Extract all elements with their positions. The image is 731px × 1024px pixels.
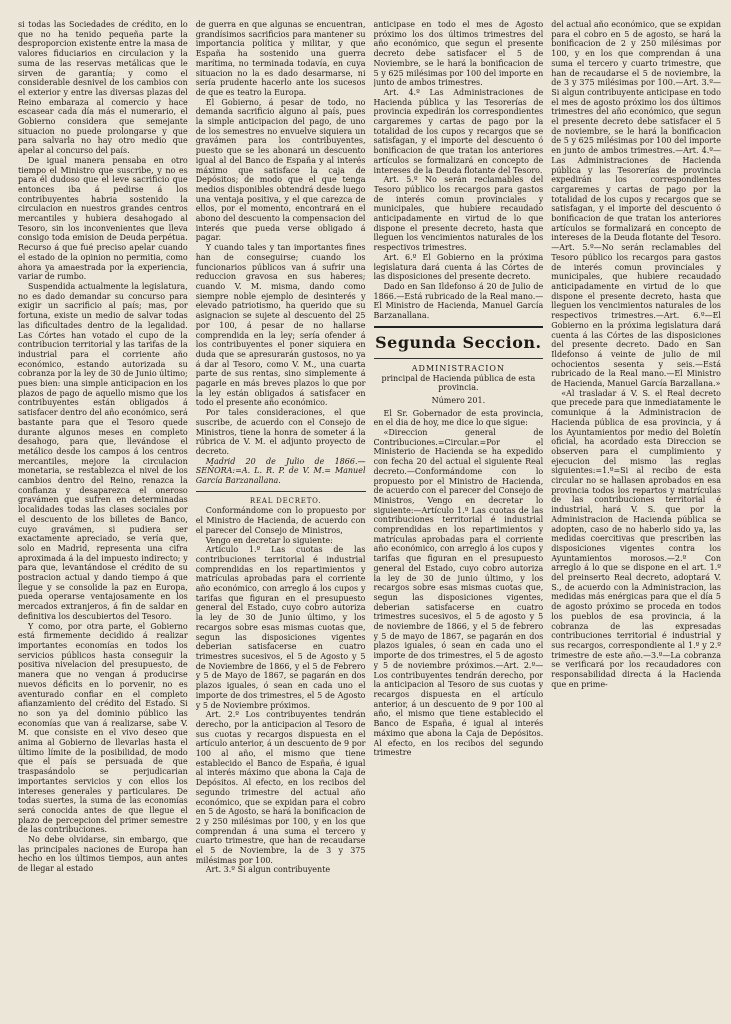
- paragraph: «Al trasladar á V. S. el Real decreto que precede para que inmediatamente le comunique á la Administracion de Hacienda pública de esa provincia, y á los Ayuntamientos por medio del Boletín oficial, ha acordado esta Direccion se observen para el cumplimiento y ejecucion del mismo las reglas siguientes:=1.º=Si al recibo de esta circular no se hallasen aprobados en esa provincia todos los repartos y matrículas de las contribuciones territorial é industrial, hará V. S. que por la Administracion de Hacienda pública se adopten, caso de no haberlo sido ya, las medidas coercitivas que prescriben las disposiciones vigentes contra los Ayuntamientos morosos.—2.º Con arreglo á lo que se dispone en el art. 1.º del preinserto Real decreto, adoptará V. S., de acuerdo con la Administracion, las medidas más enérgicas para que el día 5 de agosto próximo se proceda en todos los pueblos de esa provincia, á la cobranza de las expresadas contribuciones territorial é industrial y sus recargos, correspondiente al 1.º y 2.º trimestre de este año.—3.º—La cobranza se verificará por los recaudadores con responsabilidad directa á la Hacienda que en prime-: [551, 388, 721, 689]
- column-4: [551, 20, 721, 1018]
- paragraph: No debe olvidarse, sin embargo, que las principales naciones de Europa han hecho en los últimos tiempos, aun antes de llegar al estado: [18, 835, 188, 874]
- paragraph: del actual año económico, que se expidan para el cobro en 5 de agosto, se hará la bonificacion de 2 y 250 milésimas por 100, y en los que comprendan á una suma el tercero y cuarto trimestre, que han de recaudarse el 5 de noviembre, la de 3 y 375 milésimas por 100.—Art. 3.º—Si algun contribuyente anticipase en todo el mes de agosto próximo los dos últimos trimestres del año económico, que segun el presente decreto debe satisfacer el 5 de noviembre, se le hará la bonificacion de 5 y 625 milésimas por 100 del importe en junto de ambos trimestres.—Art. 4.º—Las Administraciones de Hacienda pública y las Tesorerías de provincia expedirán los correspondientes cargaremes y cartas de pago por la totalidad de los cupos y recargos que se satisfagan, y el importe del descuento ó bonificacion de que tratan los anteriores artículos se formalizará en concepto de intereses de la Deuda flotante del Tesoro.—Art. 5.º—No serán reclamables del Tesoro público los recargos para gastos de interés comun provinciales y municipales, que hubiere recaudado anticipadamente en virtud de lo que dispone el presente decreto, hasta que lleguen los vencimientos naturales de los respectivos trimestres.—Art. 6.º—El Gobierno en la próxima legislatura dará cuenta á las Córtes de las disposiciones del presente decreto. Dado en San Ildefonso á veinte de julio de mil ochocientos sesenta y seis.—Está rubricado de la Real mano.—El Ministro de Hacienda, Manuel García Barzallana.»: [551, 20, 721, 389]
- column-1: [18, 20, 188, 1018]
- paragraph: Art. 3.º Si algun contribuyente: [205, 865, 331, 875]
- column-3: [374, 20, 544, 1018]
- paragraph: si todas las Sociedades de crédito, en lo que no ha tenido pequeña parte la desproporcion existente entre la masa de valores fiduciarios en circulacion y la suma de las reservas metálicas que le sirven de garantía; y como el considerable desnivel de los cambios con el exterior y entre las diversas plazas del Reino embaraza al comercio y hace escasear cada día más el numerario, el Gobierno considera que semejante situacion no puede prolongarse y que para salvarla no hay otro medio que apelar al concurso del país.: [18, 20, 188, 156]
- paragraph: Por tales consideraciones, el que suscribe, de acuerdo con el Consejo de Ministros, tiene la honra de someter á la rúbrica de V. M. el adjunto proyecto de decreto.: [195, 408, 366, 456]
- paragraph: «Direccion general de Contribuciones.=Circular.=Por el Ministerio de Hacienda se ha expedido con fecha 20 del actual el siguiente Real decreto.—Conformándome con lo propuesto por el Ministro de Hacienda, de acuerdo con el parecer del Consejo de Ministros, Vengo en decretar lo siguiente:—Artículo 1.º Las cuotas de las contribuciones territorial é industrial comprendidas en los repartimientos y matrículas aprobadas para el corriente año económico, con arreglo á los cupos y tarifas que figuran en el presupuesto general del Estado, cuyo cobro autoriza la ley de 30 de junio último, y los recargos sobre esas mismas cuotas que, segun las disposiciones vigentes, deberian satisfacerse en cuatro trimestres sucesivos, el 5 de agosto y 5 de noviembre de 1866, y el 5 de febrero y 5 de mayo de 1867, se pagarán en dos plazos iguales, ó sean en cada uno el importe de dos trimestres, el 5 de agosto y 5 de noviembre próximos.—Art. 2.º—Los contribuyentes tendrán derecho, por la anticipacion al Tesoro de sus cuotas y recargos dispuesta en el artículo anterior, á un descuento de 9 por 100 al año, el mismo que tiene establecido el Banco de España, é igual al interés máximo que abona la Caja de Depósitos. Al efecto, en los recibos del segundo trimestre: [373, 428, 544, 758]
- column-2: [196, 20, 366, 1018]
- paragraph: Suspendida actualmente la legislatura, no es dado demandar su concurso para exigir un sacrificio al país; mas, por fortuna, existe un medio de salvar todas las dificultades dentro de la legalidad. Las Córtes han votado el cupo de la contribucion territorial y las tarifas de la industrial para el corriente año económico, estando autorizada su cobranza por la ley de 30 de Junio último; pues bien: una simple anticipacion en los plazos de pago de aquello mismo que los contribuyentes están obligados á satisfacer dentro del año económico, será bastante para que el Tesoro quede durante algunos meses en completo desahogo, para que, llevándose el metálico desde los campos á los centros mercantiles, mejore la circulacion monetaria, se restablezca el nivel de los cambios dentro del Reino, renazca la confianza y desaparezca el oneroso gravámen que sufren en determinadas localidades todas las clases sociales por el descuento de los billetes de Banco, cuyo gravámen, si pudiera ser exactamente apreciado, se vería que, solo en Madrid, representa una cifra aproximada á la del impuesto indirecto; y para que, levantándose el crédito de su postracion actual y dando tiempo á que llegue y se consolide la paz en Europa, pueda operarse ventajosamente en los mercados extranjeros, á fin de saldar en definitiva los descubiertos del Tesoro.: [18, 281, 188, 621]
- divider: [196, 491, 366, 492]
- paragraph: El Gobierno, á pesar de todo, no demanda sacrificio alguno al país, pues la simple anticipacion del pago, de uno de los semestres no envuelve siquiera un gravámen para los contribuyentes, puesto que se les abonará un descuento igual al del Banco de España y al interés máximo que satisface la caja de Depósitos; de modo que el que tenga medios disponibles obtendrá desde luego una ventaja positiva, y el que carezca de ellos, por el momento, encontrará en el abono del descuento la compensacion del interés que pueda verse obligado á pagar.: [195, 97, 366, 243]
- admin-title: ADMINISTRACION: [411, 363, 505, 373]
- paragraph: Artículo 1.º Las cuotas de las contribuciones territorial é industrial comprendidas en los repartimientos y matrículas aprobadas para el corriente año económico, con arreglo á los cupos y tarifas que figuran en el presupuesto general del Estado, cuyo cobro autoriza la ley de 30 de Junio último, y los recargos sobre esas mismas cuotas que, segun las disposiciones vigentes deberian satisfacerse en cuatro trimestres sucesivos, el 5 de Agosto y 5 de Noviembre de 1866, y el 5 de Febrero y 5 de Mayo de 1867, se pagarán en dos plazos iguales, ó sean en cada uno el importe de dos trimestres, el 5 de Agosto y 5 de Noviembre próximos.: [195, 545, 366, 710]
- signature: Madrid 20 de Julio de 1866.— SEÑORA:=A. L. R. P. de V. M.= Manuel García Barzanallana.: [195, 456, 366, 486]
- paragraph: Y cuando tales y tan importantes fines han de conseguirse; cuando los funcionarios públicos van á sufrir una reduccion gravosa en sus haberes; cuando V. M. misma, dando como siempre noble ejemplo de desinterés y elevado patriotismo, ha querido que su asignacion se sujete al descuento del 25 por 100, á pesar de no hallarse comprendida en la ley; sería ofender á los contribuyentes el poner siquiera en duda que se apresurarán gustosos, no ya á dar al Tesoro, como V. M., una cuarta parte de sus rentas, sino simplemente á pagarle en más breves plazos lo que por la ley están obligados á satisfacer en todo el presente año económico.: [195, 243, 366, 408]
- paragraph: Y como, por otra parte, el Gobierno está firmemente decidido á realizar importantes economías en todos los servicios públicos hasta conseguir la positiva nivelacion del presupuesto, de manera que no vengan á producirse nuevos déficits en lo porvenir, no es aventurado confiar en el completo afianzamiento del crédito del Estado. Si no son ya del dominio público las economías que van á realizarse, sabe V. M. que consiste en el vivo deseo que anima al Gobierno de llevarlas hasta el último límite de la posibilidad, de modo que el país se persuada de que traspasándolo se perjudicarian importantes servicios y con ellos los intereses generales y particulares. De todas suertes, la suma de las economías será conocida antes de que llegue el plazo de percepcion del primer semestre de las contribuciones.: [18, 621, 188, 835]
- paragraph: Dado en San Ildefonso á 20 de Julio de 1866.—Está rubricado de la Real mano.—El Ministro de Hacienda, Manuel García Barzanallana.: [373, 281, 544, 321]
- paragraph: Art. 6.º El Gobierno en la próxima legislatura dará cuenta á las Córtes de las disposiciones del presente decreto.: [373, 252, 544, 282]
- paragraph: Art. 5.º No serán reclamables del Tesoro público los recargos para gastos de interés comun provinciales y municipales, que hubiere recaudado anticipadamente en virtud de lo que dispone el presente decreto, hasta que lleguen los vencimientos naturales de los respectivos trimestres.: [373, 175, 544, 253]
- divider: [374, 358, 544, 359]
- paragraph: Conformándome con lo propuesto por el Ministro de Hacienda, de acuerdo con el parecer del Consejo de Ministros,: [195, 506, 366, 535]
- number-label: Número 201.: [431, 395, 486, 405]
- paragraph: de guerra en que algunas se encuentran, grandísimos sacrificios para mantener su importancia política y militar, y que España ha sostenido una guerra marítima, no terminada todavía, en cuya situacion no la es dado desarmarse, ni sería prudente hacerlo ante los sucesos de que es teatro la Europa.: [195, 20, 366, 97]
- paragraph: Art. 2.º Los contribuyentes tendrán derecho, por la anticipacion al Tesoro de sus cuotas y recargos dispuesta en el artículo anterior, á un descuento de 9 por 100 al año, el mismo que tiene establecido el Banco de España, é igual al interés máximo que abona la Caja de Depósitos. Al efecto, en los recibos del segundo trimestre del actual año económico, que se expidan para el cobro en 5 de Agosto, se hará la bonificacion de 2 y 250 milésimas por 100, y en los que comprendan á una suma el tercero y cuarto trimestre, que han de recaudarse el 5 de Noviembre, la de 3 y 375 milésimas por 100.: [195, 710, 366, 865]
- section-title: Segunda Seccion.: [375, 332, 542, 352]
- divider: [374, 326, 544, 328]
- decree-heading: REAL DECRETO.: [249, 496, 322, 505]
- paragraph: anticipase en todo el mes de Agosto próximo los dos últimos trimestres del año económico, que segun el presente decreto debe satisfacer el 5 de Noviembre, se le hará la bonificacion de 5 y 625 milésimas por 100 del importe en junto de ambos trimestres.: [373, 20, 544, 88]
- paragraph: El Sr. Gobernador de esta provincia, en el dia de hoy, me dice lo que sigue:: [373, 408, 544, 428]
- paragraph: Art. 4.º Las Administraciones de Hacienda pública y las Tesorerías de provincia expedirán los correspondientes cargaremes y cartas de pago por la totalidad de los cupos y recargos que se satisfagan, y el importe del descuento ó bonificacion de que tratan los anteriores artículos se formalizará en concepto de intereses de la Deuda flotante del Tesoro.: [373, 87, 544, 175]
- admin-subtitle: principal de Hacienda pública de esta provincia.: [381, 373, 536, 393]
- paragraph: Vengo en decretar lo siguiente:: [205, 535, 333, 545]
- paragraph: De igual manera pensaba en otro tiempo el Ministro que suscribe, y no es para él dudoso que el leve sacrificio que entonces iba á pedirse á los contribuyentes habria sostenido la circulacion en nuestros grandes centros mercantiles y hubiera desahogado al Tesoro, sin los inconvenientes que lleva consigo toda emision de Deuda perpétua. Recurso á que fué preciso apelar cuando el estado de la opinion no permitia, como ahora ya amaestrada por la experiencia, variar de rumbo.: [18, 155, 188, 282]
